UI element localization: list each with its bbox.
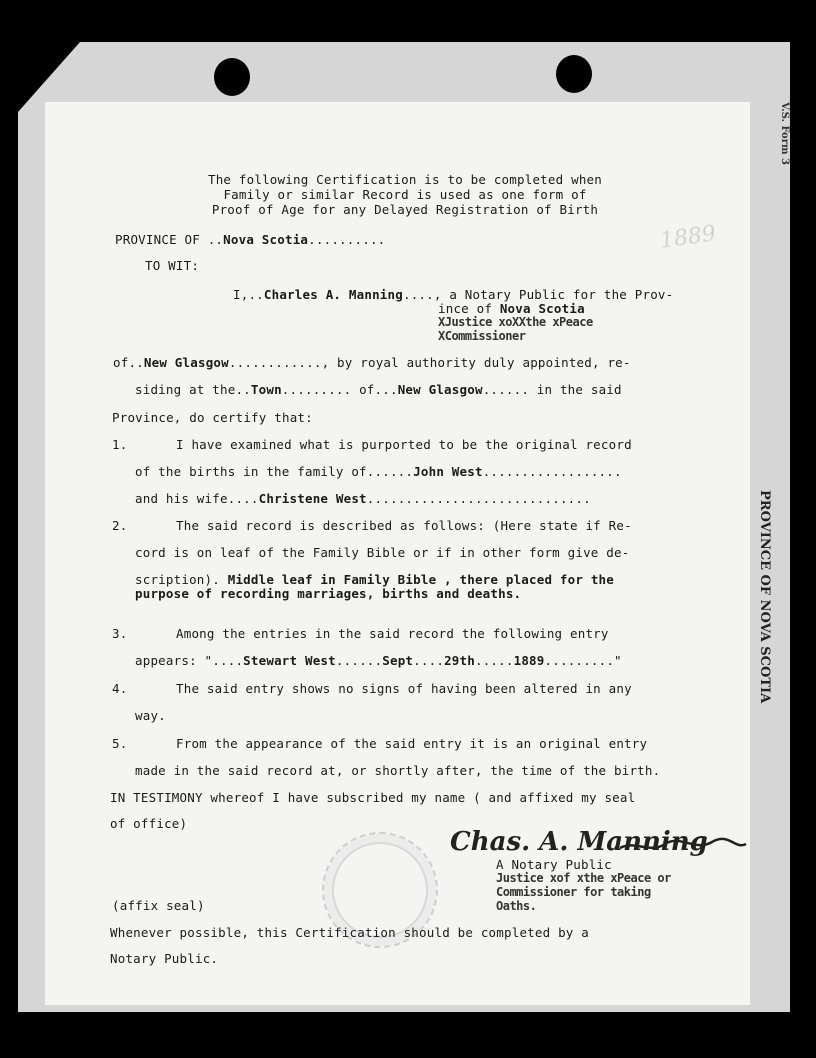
item-5-line-1: From the appearance of the said entry it is an original entry [176, 736, 648, 751]
item-2-line-3: scription). Middle leaf in Family Bible , there placed for the [135, 572, 615, 587]
item-4-line-2: way. [135, 708, 166, 723]
item-3-line-1: Among the entries in the said record the following entry [176, 626, 609, 641]
item-2-line-2: cord is on leaf of the Family Bible or if in other form give de- [135, 545, 630, 560]
testimony-line-1: IN TESTIMONY whereof I have subscribed my name ( and affixed my seal [110, 790, 636, 805]
side-stamp: PROVINCE OF NOVA SCOTIA [757, 490, 772, 704]
punch-hole-right [556, 55, 592, 93]
notary-province: Nova Scotia [499, 301, 585, 316]
item-3-line-2: appears: "....Stewart West......Sept....29th.....1889........." [135, 653, 622, 668]
entry-name: Stewart West [243, 653, 336, 668]
item-5-line-2: made in the said record at, or shortly after, the time of the birth. [135, 763, 661, 778]
bleed-through-writing: 1889 [658, 221, 718, 254]
residing-line: siding at the..Town......... of...New Glasgow...... in the said [135, 382, 622, 397]
testimony-line-2: of office) [110, 816, 188, 831]
footer-line-2: Notary Public. [110, 951, 219, 966]
entry-month: Sept [382, 653, 414, 668]
notary-line-2: ince of Nova Scotia [438, 301, 585, 316]
item-1-line-2: of the births in the family of......John West.................. [135, 464, 622, 479]
affix-seal: (affix seal) [112, 898, 205, 913]
form-id: V.S. Form 3 [779, 102, 790, 165]
item-4-line-1: The said entry shows no signs of having been altered in any [176, 681, 632, 696]
province-value: Nova Scotia [223, 232, 309, 247]
item-1-line-3: and his wife....Christene West............................. [135, 491, 591, 506]
header-line-3: Proof of Age for any Delayed Registration of Birth [211, 202, 599, 217]
notary-name: Charles A. Manning [263, 287, 403, 302]
entry-year: 1889 [513, 653, 545, 668]
province-line: PROVINCE OF ..Nova Scotia.......... [115, 232, 386, 247]
to-wit: TO WIT: [145, 258, 200, 273]
struck-signature-title-1: Justice xof xthe xPeace or [496, 871, 671, 885]
of-line: of..New Glasgow............, by royal authority duly appointed, re- [113, 355, 631, 370]
header-line-1: The following Certification is to be completed when [207, 172, 602, 187]
struck-signature-title-2: Commissioner for taking [496, 885, 651, 899]
certify-line: Province, do certify that: [112, 410, 313, 425]
item-2-line-1: The said record is described as follows: (Here state if Re- [176, 518, 632, 533]
signature-text: Chas. A. Manning [450, 827, 708, 857]
notary-line-1: I,..Charles A. Manning...., a Notary Public for the Prov- [233, 287, 674, 302]
mother-name: Christene West [258, 491, 367, 506]
record-description-2: purpose of recording marriages, births and deaths. [135, 586, 522, 601]
item-2-number: 2. [112, 518, 128, 533]
record-description-1: Middle leaf in Family Bible , there placed for the [227, 572, 615, 587]
item-1-number: 1. [112, 437, 128, 452]
item-3-number: 3. [112, 626, 128, 641]
of-value: New Glasgow [143, 355, 229, 370]
notary-title: A Notary Public [496, 857, 612, 872]
header-line-2: Family or similar Record is used as one form of [223, 187, 587, 202]
item-5-number: 5. [112, 736, 128, 751]
footer-line-1: Whenever possible, this Certification should be completed by a [110, 925, 589, 940]
father-name: John West [413, 464, 483, 479]
struck-title-line-1: XJustice xoXXthe xPeace [438, 315, 593, 329]
residing-place: New Glasgow [397, 382, 483, 397]
residing-type: Town [250, 382, 282, 397]
struck-title-line-2: XCommissioner [438, 329, 526, 343]
item-1-line-1: I have examined what is purported to be the original record [176, 437, 632, 452]
punch-hole-left [214, 58, 250, 96]
entry-day: 29th [444, 653, 475, 668]
item-4-number: 4. [112, 681, 128, 696]
struck-signature-title-3: Oaths. [496, 899, 537, 913]
